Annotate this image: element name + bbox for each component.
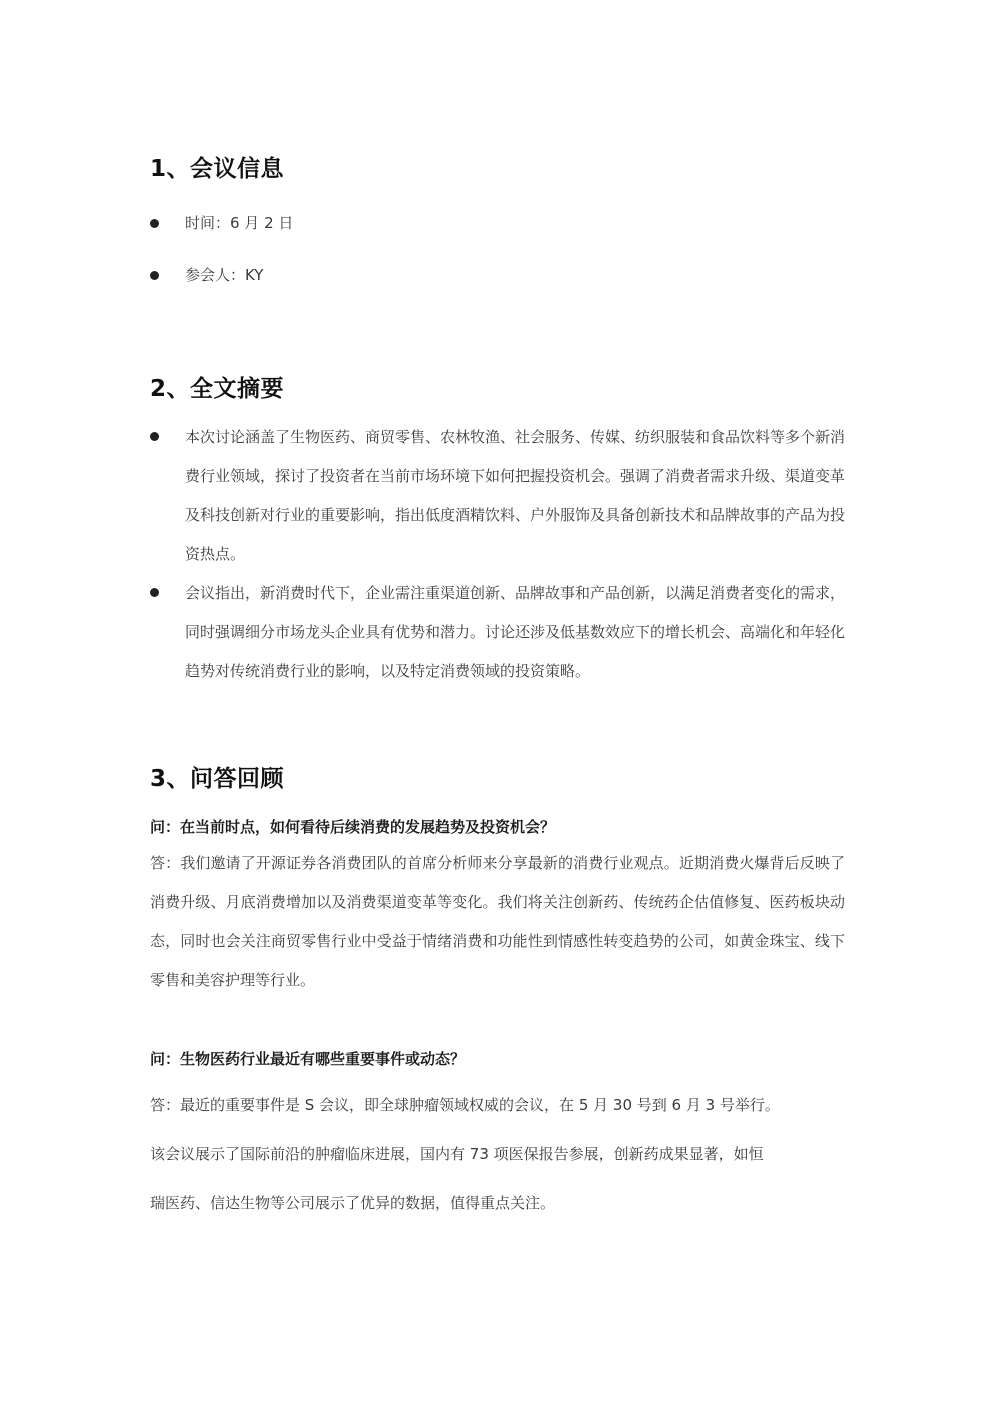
meeting-participants: 参会人：KY	[185, 266, 264, 284]
qa-answer	[150, 1086, 845, 1223]
qa-question: 问：在当前时点，如何看待后续消费的发展趋势及投资机会？	[150, 818, 556, 836]
section-heading-qa: 3、问答回顾	[150, 766, 285, 792]
qa-answer: 答：我们邀请了开源证券各消费团队的首席分析师来分享最新的消费行业观点。近期消费火爆背后反映了消费升级、月底消费增加以及消费渠道变革等变化。我们将关注创新药、传统药企估值修复、医药板块动态，同时也会关注商贸零售行业中受益于情绪消费和功能性到情感性转变趋势的公司，如黄金珠宝、线下零售和美容护理等行业。	[150, 854, 845, 989]
qa-question: 问：生物医药行业最近有哪些重要事件或动态？	[150, 1050, 466, 1068]
qa-answer-line: 该会议展示了国际前沿的肿瘤临床进展，国内有 73 项医保报告参展，创新药成果显著，如恒	[150, 1145, 764, 1163]
list-item	[150, 260, 850, 290]
bullet-icon	[150, 588, 159, 597]
section-heading-meeting-info: 1、会议信息	[150, 156, 285, 182]
list-item	[150, 418, 850, 578]
summary-paragraph: 会议指出，新消费时代下，企业需注重渠道创新、品牌故事和产品创新，以满足消费者变化的需求，同时强调细分市场龙头企业具有优势和潜力。讨论还涉及低基数效应下的增长机会、高端化和年轻化趋势对传统消费行业的影响，以及特定消费领域的投资策略。	[185, 584, 846, 680]
bullet-icon	[150, 271, 159, 280]
summary-paragraph: 本次讨论涵盖了生物医药、商贸零售、农林牧渔、社会服务、传媒、纺织服装和食品饮料等多个新消费行业领域，探讨了投资者在当前市场环境下如何把握投资机会。强调了消费者需求升级、渠道变革及科技创新对行业的重要影响，指出低度酒精饮料、户外服饰及具备创新技术和品牌故事的产品为投资热点。	[185, 428, 846, 563]
list-item	[150, 208, 850, 238]
list-item	[150, 574, 850, 694]
bullet-icon	[150, 219, 159, 228]
qa-answer-line: 瑞医药、信达生物等公司展示了优异的数据，值得重点关注。	[150, 1194, 556, 1212]
qa-answer-line: 答：最近的重要事件是 S 会议，即全球肿瘤领域权威的会议，在 5 月 30 号到 6 月 3 号举行。	[150, 1096, 780, 1114]
meeting-time: 时间：6 月 2 日	[185, 214, 294, 232]
section-heading-summary: 2、全文摘要	[150, 376, 285, 402]
bullet-icon	[150, 432, 159, 441]
